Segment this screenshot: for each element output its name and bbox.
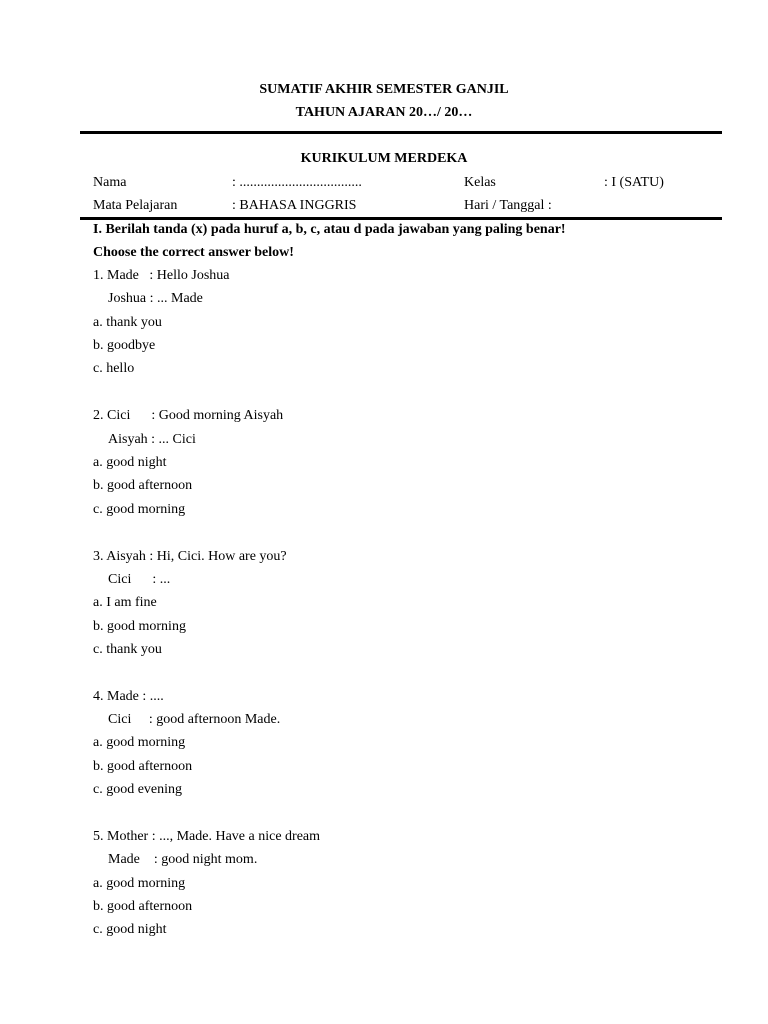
question-1-option-b: b. goodbye	[93, 338, 156, 353]
question-3: 3. Aisyah : Hi, Cici. How are you?	[93, 549, 287, 564]
question-5: 5. Mother : ..., Made. Have a nice dream	[93, 829, 321, 844]
academic-year: TAHUN AJARAN 20…/ 20…	[295, 105, 473, 120]
question-3-option-c: c. thank you	[93, 642, 162, 657]
question-1-option-c: c. hello	[93, 361, 135, 376]
kelas-value: : I (SATU)	[604, 175, 664, 190]
question-4-response: Cici : good afternoon Made.	[108, 712, 281, 727]
curriculum-title: KURIKULUM MERDEKA	[300, 151, 468, 166]
question-5-response: Made : good night mom.	[108, 852, 258, 867]
question-2-option-b: b. good afternoon	[93, 478, 193, 493]
question-4-option-c: c. good evening	[93, 782, 183, 797]
hari-label: Hari / Tanggal :	[464, 198, 552, 213]
instruction-id: I. Berilah tanda (x) pada huruf a, b, c, atau d pada jawaban yang paling benar!	[93, 222, 566, 237]
instruction-en: Choose the correct answer below!	[93, 245, 294, 260]
question-4: 4. Made : ....	[93, 689, 164, 704]
question-5-option-c: c. good night	[93, 922, 167, 937]
question-4-option-a: a. good morning	[93, 735, 186, 750]
nama-label: Nama	[93, 175, 127, 190]
question-2-option-a: a. good night	[93, 455, 167, 470]
question-2-response: Aisyah : ... Cici	[108, 432, 196, 447]
question-2: 2. Cici : Good morning Aisyah	[93, 408, 284, 423]
question-4-option-b: b. good afternoon	[93, 759, 193, 774]
kelas-label: Kelas	[464, 175, 496, 190]
question-3-response: Cici : ...	[108, 572, 171, 587]
exam-title: SUMATIF AKHIR SEMESTER GANJIL	[259, 82, 509, 97]
mapel-label: Mata Pelajaran	[93, 198, 178, 213]
question-1-response: Joshua : ... Made	[108, 291, 203, 306]
header-bottom-rule	[80, 217, 722, 220]
question-3-option-b: b. good morning	[93, 619, 186, 634]
question-5-option-a: a. good morning	[93, 876, 186, 891]
nama-value: : ...................................	[232, 175, 362, 190]
question-1: 1. Made : Hello Joshua	[93, 268, 230, 283]
mapel-value: : BAHASA INGGRIS	[232, 198, 357, 213]
question-2-option-c: c. good morning	[93, 502, 186, 517]
question-1-option-a: a. thank you	[93, 315, 162, 330]
question-3-option-a: a. I am fine	[93, 595, 157, 610]
top-rule	[80, 131, 722, 134]
question-5-option-b: b. good afternoon	[93, 899, 193, 914]
